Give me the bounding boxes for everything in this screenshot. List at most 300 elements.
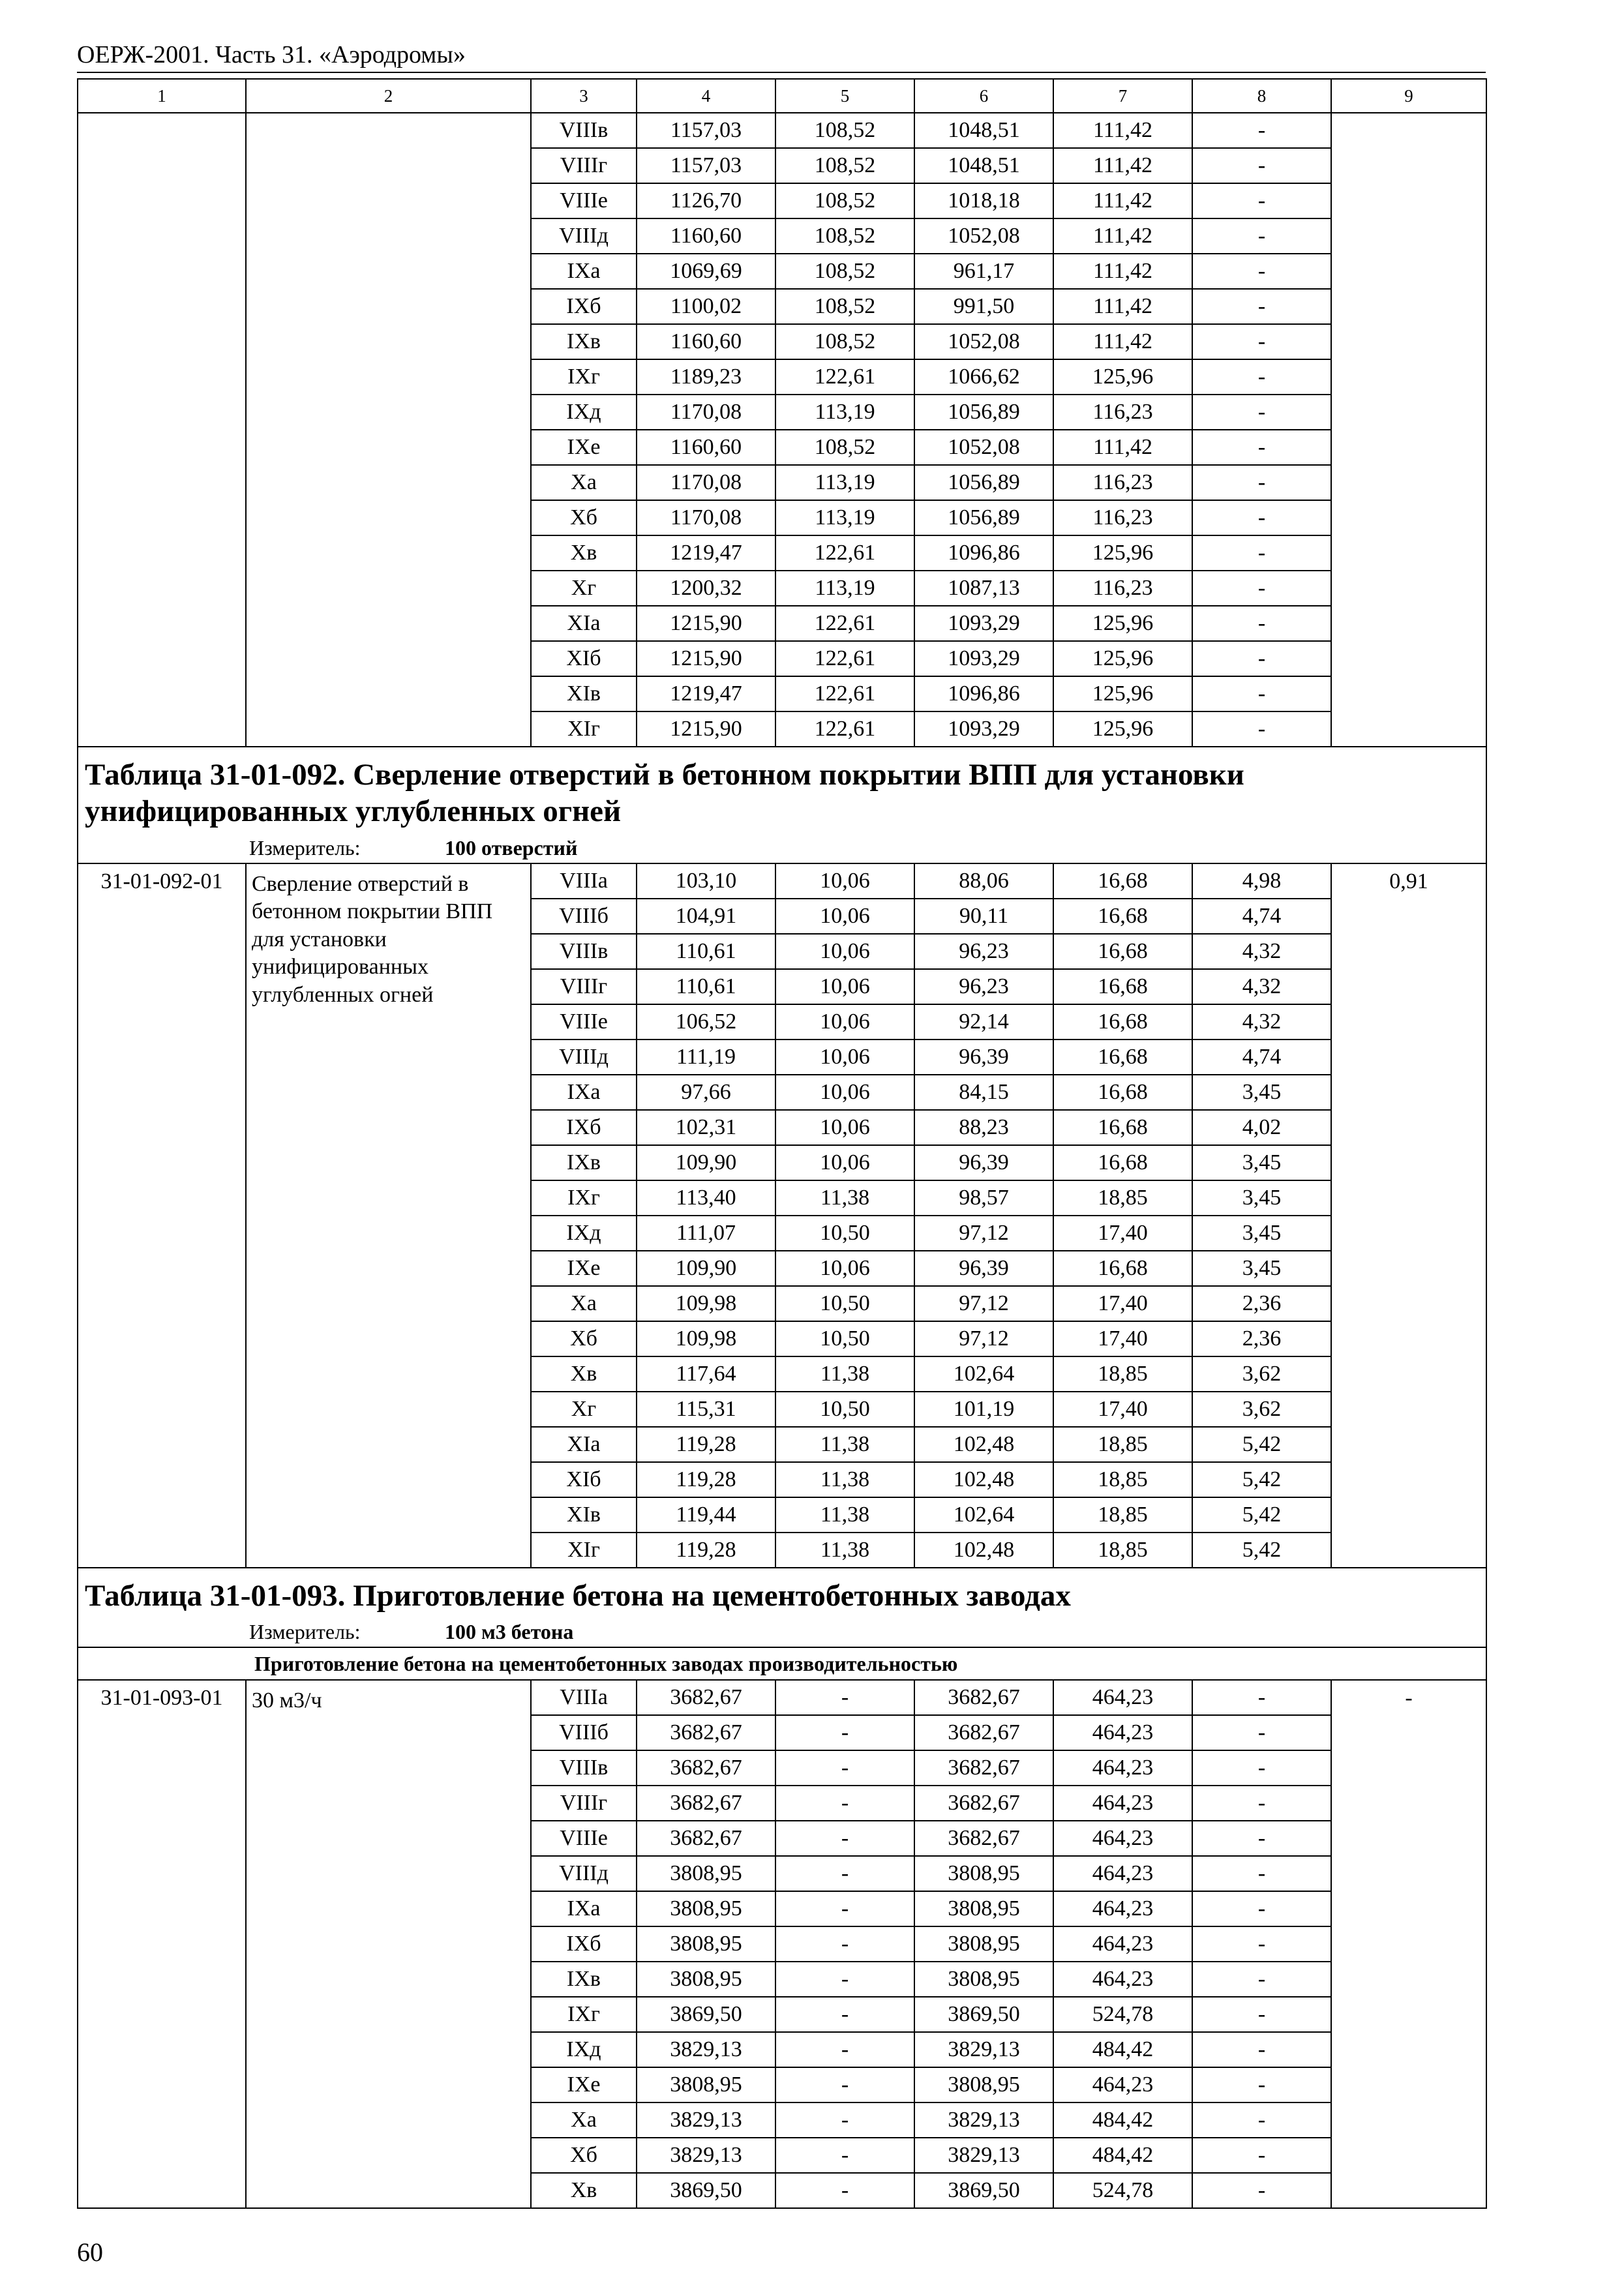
measure-row	[78, 833, 1486, 863]
table-cell: 4,32	[1192, 1004, 1331, 1040]
table-cell: 111,42	[1053, 254, 1192, 289]
table-cell: 102,64	[914, 1356, 1053, 1392]
col9-cell: 0,91	[1331, 863, 1486, 1568]
table-cell: 10,50	[775, 1286, 914, 1321]
table-cell: 3829,13	[637, 2102, 775, 2138]
column-number: 6	[914, 79, 1053, 113]
table-cell: 1096,86	[914, 676, 1053, 711]
col9-cell: -	[1331, 1680, 1486, 2208]
table-cell: VIIIе	[531, 1004, 637, 1040]
table-cell: 484,42	[1053, 2032, 1192, 2067]
table-cell: 88,23	[914, 1110, 1053, 1145]
table-cell: VIIIг	[531, 969, 637, 1004]
table-cell: 96,39	[914, 1040, 1053, 1075]
table-cell: 4,32	[1192, 969, 1331, 1004]
table-cell: -	[1192, 2173, 1331, 2208]
table-cell: 125,96	[1053, 676, 1192, 711]
table-cell: 5,42	[1192, 1533, 1331, 1568]
table-cell: 108,52	[775, 289, 914, 324]
table-cell: -	[1192, 606, 1331, 641]
table-cell: 10,50	[775, 1392, 914, 1427]
table-cell: -	[1192, 2067, 1331, 2102]
table-cell: IXа	[531, 1075, 637, 1110]
table-cell: Xб	[531, 1321, 637, 1356]
table-cell: VIIIе	[531, 1821, 637, 1856]
column-number: 1	[78, 79, 246, 113]
table-title: Таблица 31-01-093. Приготовление бетона на цементобетонных заводах	[78, 1568, 1486, 1617]
table-cell: 3682,67	[637, 1680, 775, 1715]
table-cell: 102,64	[914, 1497, 1053, 1533]
table-cell: -	[1192, 2102, 1331, 2138]
table-cell: 1170,08	[637, 465, 775, 500]
table-cell: 113,19	[775, 500, 914, 535]
table-cell: 111,42	[1053, 218, 1192, 254]
table-cell: 92,14	[914, 1004, 1053, 1040]
table-cell: XIа	[531, 606, 637, 641]
table-cell: VIIIб	[531, 1715, 637, 1750]
table-cell: -	[1192, 148, 1331, 183]
table-cell: 119,28	[637, 1462, 775, 1497]
table-cell: 11,38	[775, 1180, 914, 1216]
table-cell: 18,85	[1053, 1533, 1192, 1568]
table-cell: 108,52	[775, 113, 914, 148]
table-cell: 111,07	[637, 1216, 775, 1251]
table-cell: 464,23	[1053, 1821, 1192, 1856]
table-cell: 1093,29	[914, 606, 1053, 641]
table-cell: IXв	[531, 324, 637, 359]
measure-cell	[78, 833, 1486, 863]
table-cell: 11,38	[775, 1497, 914, 1533]
table-cell: 102,48	[914, 1427, 1053, 1462]
table-cell: -	[775, 1750, 914, 1786]
column-number: 5	[775, 79, 914, 113]
table-cell: 3682,67	[914, 1821, 1053, 1856]
table-cell: 1160,60	[637, 324, 775, 359]
table-cell: 119,28	[637, 1533, 775, 1568]
table-cell: 3682,67	[914, 1786, 1053, 1821]
table-cell: 3829,13	[637, 2138, 775, 2173]
table-cell: 119,28	[637, 1427, 775, 1462]
table-cell: VIIIв	[531, 1750, 637, 1786]
table-cell: 108,52	[775, 183, 914, 218]
code-cell: 31-01-092-01	[78, 863, 246, 1568]
table-cell: 464,23	[1053, 1891, 1192, 1926]
table-cell: -	[775, 1715, 914, 1750]
table-cell: 16,68	[1053, 1040, 1192, 1075]
description-cell-empty	[246, 113, 531, 747]
table-cell: -	[775, 1821, 914, 1856]
table-cell: 484,42	[1053, 2138, 1192, 2173]
table-cell: 109,98	[637, 1286, 775, 1321]
table-cell: 113,19	[775, 571, 914, 606]
column-number: 7	[1053, 79, 1192, 113]
table-cell: 111,42	[1053, 430, 1192, 465]
table-cell: 16,68	[1053, 969, 1192, 1004]
table-cell: VIIIв	[531, 934, 637, 969]
table-cell: 115,31	[637, 1392, 775, 1427]
table-cell: 16,68	[1053, 1004, 1192, 1040]
table-cell: -	[1192, 711, 1331, 747]
table-cell: 102,48	[914, 1462, 1053, 1497]
table-cell: Xг	[531, 571, 637, 606]
table-cell: Xа	[531, 1286, 637, 1321]
table-cell: VIIIг	[531, 1786, 637, 1821]
table-cell: 18,85	[1053, 1497, 1192, 1533]
table-cell: 113,19	[775, 395, 914, 430]
table-cell: -	[1192, 1715, 1331, 1750]
table-cell: 108,52	[775, 218, 914, 254]
table-cell: 97,12	[914, 1321, 1053, 1356]
table-cell: 1018,18	[914, 183, 1053, 218]
table-cell: 3,45	[1192, 1075, 1331, 1110]
table-cell: 16,68	[1053, 863, 1192, 899]
table-cell: -	[775, 1891, 914, 1926]
column-number: 4	[637, 79, 775, 113]
code-cell: 31-01-093-01	[78, 1680, 246, 2208]
table-cell: 109,90	[637, 1145, 775, 1180]
table-cell: 111,42	[1053, 324, 1192, 359]
table-cell: 16,68	[1053, 1251, 1192, 1286]
table-cell: 1096,86	[914, 535, 1053, 571]
table-cell: -	[1192, 1856, 1331, 1891]
table-cell: -	[1192, 1926, 1331, 1962]
table-cell: 1056,89	[914, 395, 1053, 430]
table-cell: 17,40	[1053, 1216, 1192, 1251]
table-cell: 3808,95	[914, 1856, 1053, 1891]
table-cell: IXб	[531, 1110, 637, 1145]
table-cell: 3829,13	[914, 2138, 1053, 2173]
table-cell: -	[775, 2102, 914, 2138]
table-cell: 1157,03	[637, 113, 775, 148]
table-cell: 464,23	[1053, 1926, 1192, 1962]
table-cell: 16,68	[1053, 1145, 1192, 1180]
table-cell: 3869,50	[914, 2173, 1053, 2208]
table-cell: 122,61	[775, 676, 914, 711]
header-rule	[77, 72, 1486, 73]
table-cell: 109,98	[637, 1321, 775, 1356]
table-cell: 109,90	[637, 1251, 775, 1286]
table-cell: 4,32	[1192, 934, 1331, 969]
table-cell: 3808,95	[914, 1891, 1053, 1926]
table-title-row	[78, 747, 1486, 833]
table-cell: 3808,95	[637, 1891, 775, 1926]
table-cell: 3808,95	[914, 1926, 1053, 1962]
table-cell: 1200,32	[637, 571, 775, 606]
table-cell: -	[775, 2173, 914, 2208]
table-cell: 125,96	[1053, 359, 1192, 395]
measure-cell	[78, 1617, 1486, 1647]
table-cell: 4,74	[1192, 899, 1331, 934]
table-cell: 5,42	[1192, 1497, 1331, 1533]
table-cell: -	[1192, 1962, 1331, 1997]
table-cell: 464,23	[1053, 1962, 1192, 1997]
table-cell: 4,02	[1192, 1110, 1331, 1145]
table-cell: -	[1192, 359, 1331, 395]
table-cell: 108,52	[775, 324, 914, 359]
table-cell: 3829,13	[914, 2032, 1053, 2067]
table-cell: Xа	[531, 465, 637, 500]
table-cell: -	[1192, 254, 1331, 289]
table-cell: 18,85	[1053, 1356, 1192, 1392]
table-cell: 3,62	[1192, 1392, 1331, 1427]
table-cell: -	[1192, 571, 1331, 606]
table-cell: 3682,67	[914, 1680, 1053, 1715]
col9-cell-empty	[1331, 113, 1486, 747]
table-cell: 3808,95	[637, 2067, 775, 2102]
table-cell: VIIIб	[531, 899, 637, 934]
table-cell: 3,45	[1192, 1216, 1331, 1251]
table-cell: -	[1192, 2138, 1331, 2173]
column-number: 8	[1192, 79, 1331, 113]
table-cell: 1048,51	[914, 148, 1053, 183]
measure-value: 100 отверстий	[445, 835, 578, 860]
table-cell: Xб	[531, 2138, 637, 2173]
table-cell: 16,68	[1053, 934, 1192, 969]
table-cell: 2,36	[1192, 1321, 1331, 1356]
table-cell: 96,39	[914, 1251, 1053, 1286]
table-cell: 3,45	[1192, 1145, 1331, 1180]
table-cell: 111,42	[1053, 148, 1192, 183]
table-cell: IXд	[531, 395, 637, 430]
table-cell: IXг	[531, 1997, 637, 2032]
table-cell: 11,38	[775, 1427, 914, 1462]
table-cell: 101,19	[914, 1392, 1053, 1427]
table-cell: VIIIе	[531, 183, 637, 218]
table-cell: -	[1192, 500, 1331, 535]
column-number-row	[78, 79, 1486, 113]
table-cell: Xб	[531, 500, 637, 535]
table-cell: -	[1192, 395, 1331, 430]
table-cell: 1056,89	[914, 500, 1053, 535]
table-cell: 1087,13	[914, 571, 1053, 606]
table-cell: 3682,67	[637, 1821, 775, 1856]
table-cell: 1100,02	[637, 289, 775, 324]
table-cell: Xа	[531, 2102, 637, 2138]
table-cell: 10,06	[775, 1004, 914, 1040]
table-cell: 3682,67	[637, 1786, 775, 1821]
table-cell: 10,06	[775, 969, 914, 1004]
table-cell: 122,61	[775, 641, 914, 676]
table-cell: 1215,90	[637, 711, 775, 747]
table-cell: 464,23	[1053, 1680, 1192, 1715]
table-cell: 3808,95	[637, 1856, 775, 1891]
table-cell: 1056,89	[914, 465, 1053, 500]
price-table	[77, 78, 1487, 2209]
table-cell: -	[1192, 1997, 1331, 2032]
table-cell: 3682,67	[637, 1715, 775, 1750]
table-cell: 113,19	[775, 465, 914, 500]
code-cell-empty	[78, 113, 246, 747]
table-cell: -	[1192, 1680, 1331, 1715]
table-cell: -	[1192, 218, 1331, 254]
table-cell: IXа	[531, 254, 637, 289]
table-cell: 11,38	[775, 1533, 914, 1568]
table-cell: 484,42	[1053, 2102, 1192, 2138]
table-cell: 90,11	[914, 899, 1053, 934]
table-cell: 111,19	[637, 1040, 775, 1075]
table-cell: 3682,67	[914, 1715, 1053, 1750]
table-cell: 17,40	[1053, 1392, 1192, 1427]
table-cell: XIб	[531, 641, 637, 676]
table-cell: 524,78	[1053, 2173, 1192, 2208]
table-cell: Xв	[531, 2173, 637, 2208]
table-cell: XIг	[531, 711, 637, 747]
description-cell: 30 м3/ч	[246, 1680, 531, 2208]
table-cell: XIа	[531, 1427, 637, 1462]
table-cell: 96,39	[914, 1145, 1053, 1180]
table-cell: IXв	[531, 1145, 637, 1180]
table-cell: XIг	[531, 1533, 637, 1568]
table-cell: 117,64	[637, 1356, 775, 1392]
table-cell: 108,52	[775, 254, 914, 289]
table-cell: XIв	[531, 1497, 637, 1533]
table-cell: IXб	[531, 1926, 637, 1962]
table-cell: 18,85	[1053, 1427, 1192, 1462]
table-cell: Xв	[531, 1356, 637, 1392]
table-cell: -	[775, 2032, 914, 2067]
table-cell: 18,85	[1053, 1462, 1192, 1497]
table-cell: -	[1192, 1891, 1331, 1926]
table-cell: -	[775, 2067, 914, 2102]
table-cell: 1093,29	[914, 711, 1053, 747]
table-cell: 961,17	[914, 254, 1053, 289]
table-title-row	[78, 1568, 1486, 1617]
table-cell: 97,12	[914, 1286, 1053, 1321]
table-cell: IXд	[531, 2032, 637, 2067]
table-cell: 116,23	[1053, 571, 1192, 606]
page-header: ОЕРЖ-2001. Часть 31. «Аэродромы»	[77, 41, 466, 68]
table-cell: 113,40	[637, 1180, 775, 1216]
table-cell: 10,06	[775, 1075, 914, 1110]
table-cell: -	[775, 1997, 914, 2032]
table-cell: 11,38	[775, 1462, 914, 1497]
table-cell: -	[1192, 1821, 1331, 1856]
table-cell: 4,98	[1192, 863, 1331, 899]
table-cell: 17,40	[1053, 1321, 1192, 1356]
table-cell: VIIIд	[531, 1040, 637, 1075]
description-cell: Сверление отверстий в бетонном покрытии ВПП для установки унифицированных углубленных огней	[246, 863, 531, 1568]
table-cell: -	[1192, 465, 1331, 500]
measure-row	[78, 1617, 1486, 1647]
table-cell: 1189,23	[637, 359, 775, 395]
table-cell: 1066,62	[914, 359, 1053, 395]
table-cell: -	[1192, 1750, 1331, 1786]
table-cell: VIIIв	[531, 113, 637, 148]
table-cell: 1170,08	[637, 500, 775, 535]
table-cell: 84,15	[914, 1075, 1053, 1110]
table-cell: -	[1192, 324, 1331, 359]
table-cell: -	[1192, 113, 1331, 148]
table-cell: 464,23	[1053, 1750, 1192, 1786]
table-cell: 97,12	[914, 1216, 1053, 1251]
table-cell: 96,23	[914, 934, 1053, 969]
table-cell: 97,66	[637, 1075, 775, 1110]
table-cell: 1126,70	[637, 183, 775, 218]
table-cell: 3869,50	[914, 1997, 1053, 2032]
table-cell: VIIIд	[531, 218, 637, 254]
table-cell: IXе	[531, 2067, 637, 2102]
table-cell: 1052,08	[914, 430, 1053, 465]
table-cell: 111,42	[1053, 113, 1192, 148]
page-number: 60	[77, 2237, 103, 2267]
table-cell: IXе	[531, 430, 637, 465]
table-cell: -	[1192, 289, 1331, 324]
table-cell: 3,45	[1192, 1251, 1331, 1286]
table-cell: -	[775, 1786, 914, 1821]
table-cell: VIIIг	[531, 148, 637, 183]
table-cell: 10,06	[775, 1251, 914, 1286]
table-cell: IXе	[531, 1251, 637, 1286]
table-cell: IXг	[531, 359, 637, 395]
table-cell: -	[1192, 535, 1331, 571]
table-row	[78, 113, 1486, 148]
table-cell: IXг	[531, 1180, 637, 1216]
table-cell: 1215,90	[637, 641, 775, 676]
table-row	[78, 1680, 1486, 1715]
table-cell: 110,61	[637, 969, 775, 1004]
table-cell: 10,06	[775, 1145, 914, 1180]
table-cell: 98,57	[914, 1180, 1053, 1216]
table-cell: 464,23	[1053, 1786, 1192, 1821]
table-cell: 122,61	[775, 359, 914, 395]
table-cell: 5,42	[1192, 1462, 1331, 1497]
table-cell: 16,68	[1053, 1110, 1192, 1145]
table-cell: 102,48	[914, 1533, 1053, 1568]
column-number: 3	[531, 79, 637, 113]
table-cell: 1052,08	[914, 218, 1053, 254]
table-cell: 3829,13	[914, 2102, 1053, 2138]
table-cell: 11,38	[775, 1356, 914, 1392]
table-cell: 1048,51	[914, 113, 1053, 148]
table-cell: 991,50	[914, 289, 1053, 324]
table-cell: 111,42	[1053, 289, 1192, 324]
table-cell: 122,61	[775, 535, 914, 571]
table-cell: 1160,60	[637, 218, 775, 254]
table-cell: 10,06	[775, 899, 914, 934]
table-cell: 524,78	[1053, 1997, 1192, 2032]
table-cell: 4,74	[1192, 1040, 1331, 1075]
table-cell: XIб	[531, 1462, 637, 1497]
table-cell: 88,06	[914, 863, 1053, 899]
table-cell: 116,23	[1053, 500, 1192, 535]
table-cell: VIIIа	[531, 863, 637, 899]
table-cell: -	[775, 1926, 914, 1962]
table-cell: Xг	[531, 1392, 637, 1427]
table-cell: 16,68	[1053, 899, 1192, 934]
column-number: 9	[1331, 79, 1486, 113]
table-cell: 119,44	[637, 1497, 775, 1533]
table-cell: 1170,08	[637, 395, 775, 430]
table-cell: 10,06	[775, 1040, 914, 1075]
table-cell: -	[1192, 641, 1331, 676]
table-cell: XIв	[531, 676, 637, 711]
table-cell: 102,31	[637, 1110, 775, 1145]
table-cell: 1215,90	[637, 606, 775, 641]
table-cell: 96,23	[914, 969, 1053, 1004]
measure-label: Измеритель:	[249, 835, 361, 860]
table-cell: 3,62	[1192, 1356, 1331, 1392]
table-cell: Xв	[531, 535, 637, 571]
table-cell: 1157,03	[637, 148, 775, 183]
table-cell: -	[1192, 676, 1331, 711]
table-cell: 1160,60	[637, 430, 775, 465]
table-cell: 108,52	[775, 148, 914, 183]
table-cell: 122,61	[775, 606, 914, 641]
table-cell: 464,23	[1053, 2067, 1192, 2102]
table-cell: 111,42	[1053, 183, 1192, 218]
subheading-row	[78, 1647, 1486, 1680]
table-cell: 10,06	[775, 863, 914, 899]
